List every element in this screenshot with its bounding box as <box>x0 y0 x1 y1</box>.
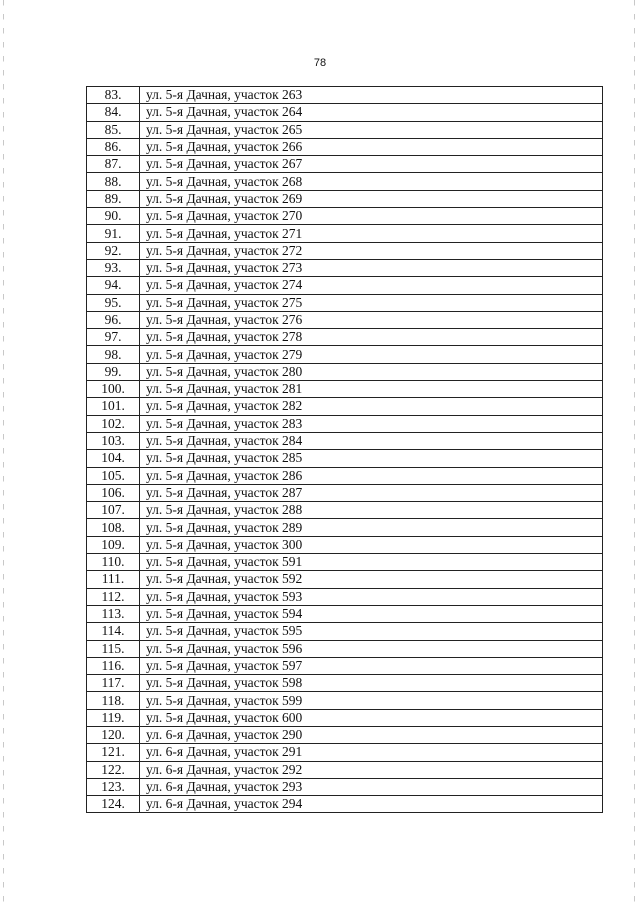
row-address: ул. 5-я Дачная, участок 591 <box>140 554 603 571</box>
row-number: 123. <box>87 778 140 795</box>
row-address: ул. 5-я Дачная, участок 278 <box>140 329 603 346</box>
row-number: 101. <box>87 398 140 415</box>
row-address: ул. 5-я Дачная, участок 287 <box>140 484 603 501</box>
table-row <box>87 190 603 207</box>
table-row <box>87 415 603 432</box>
table-row <box>87 242 603 259</box>
row-number: 111. <box>87 571 140 588</box>
address-table <box>86 86 603 813</box>
row-address: ул. 5-я Дачная, участок 597 <box>140 657 603 674</box>
row-number: 115. <box>87 640 140 657</box>
row-number: 93. <box>87 259 140 276</box>
row-address: ул. 5-я Дачная, участок 273 <box>140 259 603 276</box>
row-address: ул. 5-я Дачная, участок 265 <box>140 121 603 138</box>
row-address: ул. 5-я Дачная, участок 596 <box>140 640 603 657</box>
row-address: ул. 5-я Дачная, участок 300 <box>140 536 603 553</box>
row-number: 86. <box>87 138 140 155</box>
table-row <box>87 87 603 104</box>
row-address: ул. 5-я Дачная, участок 285 <box>140 450 603 467</box>
row-address: ул. 5-я Дачная, участок 271 <box>140 225 603 242</box>
table-row <box>87 675 603 692</box>
row-number: 91. <box>87 225 140 242</box>
row-address: ул. 5-я Дачная, участок 267 <box>140 156 603 173</box>
row-number: 87. <box>87 156 140 173</box>
row-number: 96. <box>87 311 140 328</box>
row-address: ул. 5-я Дачная, участок 592 <box>140 571 603 588</box>
row-number: 112. <box>87 588 140 605</box>
row-address: ул. 5-я Дачная, участок 274 <box>140 277 603 294</box>
row-address: ул. 5-я Дачная, участок 276 <box>140 311 603 328</box>
table-row <box>87 432 603 449</box>
table-row <box>87 156 603 173</box>
row-address: ул. 5-я Дачная, участок 595 <box>140 623 603 640</box>
row-number: 102. <box>87 415 140 432</box>
table-row <box>87 640 603 657</box>
row-number: 113. <box>87 605 140 622</box>
row-address: ул. 6-я Дачная, участок 291 <box>140 744 603 761</box>
row-address: ул. 5-я Дачная, участок 600 <box>140 709 603 726</box>
row-number: 108. <box>87 519 140 536</box>
row-number: 120. <box>87 726 140 743</box>
row-address: ул. 6-я Дачная, участок 294 <box>140 796 603 813</box>
row-number: 89. <box>87 190 140 207</box>
table-row <box>87 121 603 138</box>
row-address: ул. 5-я Дачная, участок 264 <box>140 104 603 121</box>
table-row <box>87 484 603 501</box>
row-number: 110. <box>87 554 140 571</box>
row-address: ул. 6-я Дачная, участок 293 <box>140 778 603 795</box>
right-margin-scan-marks <box>634 0 636 905</box>
row-address: ул. 5-я Дачная, участок 283 <box>140 415 603 432</box>
row-number: 119. <box>87 709 140 726</box>
row-address: ул. 5-я Дачная, участок 270 <box>140 208 603 225</box>
row-number: 100. <box>87 381 140 398</box>
table-row <box>87 605 603 622</box>
row-number: 124. <box>87 796 140 813</box>
table-row <box>87 277 603 294</box>
table-row <box>87 450 603 467</box>
row-number: 122. <box>87 761 140 778</box>
row-number: 95. <box>87 294 140 311</box>
row-address: ул. 6-я Дачная, участок 290 <box>140 726 603 743</box>
table-row <box>87 726 603 743</box>
row-address: ул. 5-я Дачная, участок 282 <box>140 398 603 415</box>
row-number: 92. <box>87 242 140 259</box>
table-row <box>87 294 603 311</box>
row-address: ул. 5-я Дачная, участок 281 <box>140 381 603 398</box>
row-address: ул. 5-я Дачная, участок 284 <box>140 432 603 449</box>
row-number: 109. <box>87 536 140 553</box>
table-row <box>87 311 603 328</box>
row-address: ул. 5-я Дачная, участок 269 <box>140 190 603 207</box>
row-number: 103. <box>87 432 140 449</box>
table-row <box>87 554 603 571</box>
row-number: 88. <box>87 173 140 190</box>
row-address: ул. 5-я Дачная, участок 289 <box>140 519 603 536</box>
table-row <box>87 796 603 813</box>
page-number: 78 <box>313 57 327 69</box>
left-margin-scan-marks <box>3 0 5 905</box>
row-number: 105. <box>87 467 140 484</box>
row-address: ул. 5-я Дачная, участок 286 <box>140 467 603 484</box>
table-row <box>87 138 603 155</box>
table-row <box>87 657 603 674</box>
table-row <box>87 761 603 778</box>
table-row <box>87 381 603 398</box>
row-number: 90. <box>87 208 140 225</box>
table-row <box>87 588 603 605</box>
table-row <box>87 363 603 380</box>
table-row <box>87 778 603 795</box>
table-row <box>87 571 603 588</box>
row-number: 106. <box>87 484 140 501</box>
table-row <box>87 329 603 346</box>
row-number: 107. <box>87 502 140 519</box>
row-number: 83. <box>87 87 140 104</box>
row-address: ул. 5-я Дачная, участок 593 <box>140 588 603 605</box>
table-row <box>87 519 603 536</box>
row-number: 94. <box>87 277 140 294</box>
row-address: ул. 5-я Дачная, участок 272 <box>140 242 603 259</box>
row-address: ул. 5-я Дачная, участок 275 <box>140 294 603 311</box>
table-row <box>87 467 603 484</box>
row-number: 114. <box>87 623 140 640</box>
table-row <box>87 709 603 726</box>
table-row <box>87 346 603 363</box>
table-row <box>87 623 603 640</box>
row-address: ул. 5-я Дачная, участок 279 <box>140 346 603 363</box>
row-number: 97. <box>87 329 140 346</box>
row-number: 117. <box>87 675 140 692</box>
row-address: ул. 5-я Дачная, участок 268 <box>140 173 603 190</box>
table-row <box>87 502 603 519</box>
row-address: ул. 5-я Дачная, участок 263 <box>140 87 603 104</box>
row-address: ул. 5-я Дачная, участок 288 <box>140 502 603 519</box>
row-address: ул. 5-я Дачная, участок 280 <box>140 363 603 380</box>
row-number: 104. <box>87 450 140 467</box>
table-row <box>87 259 603 276</box>
table-row <box>87 398 603 415</box>
row-number: 116. <box>87 657 140 674</box>
table-row <box>87 692 603 709</box>
row-address: ул. 5-я Дачная, участок 598 <box>140 675 603 692</box>
row-number: 84. <box>87 104 140 121</box>
table-body <box>87 87 603 813</box>
row-address: ул. 5-я Дачная, участок 599 <box>140 692 603 709</box>
row-number: 99. <box>87 363 140 380</box>
table-row <box>87 744 603 761</box>
table-row <box>87 225 603 242</box>
table-row <box>87 208 603 225</box>
row-number: 98. <box>87 346 140 363</box>
row-address: ул. 6-я Дачная, участок 292 <box>140 761 603 778</box>
row-address: ул. 5-я Дачная, участок 594 <box>140 605 603 622</box>
table-row <box>87 173 603 190</box>
table-row <box>87 536 603 553</box>
row-number: 85. <box>87 121 140 138</box>
table-row <box>87 104 603 121</box>
row-address: ул. 5-я Дачная, участок 266 <box>140 138 603 155</box>
row-number: 118. <box>87 692 140 709</box>
row-number: 121. <box>87 744 140 761</box>
